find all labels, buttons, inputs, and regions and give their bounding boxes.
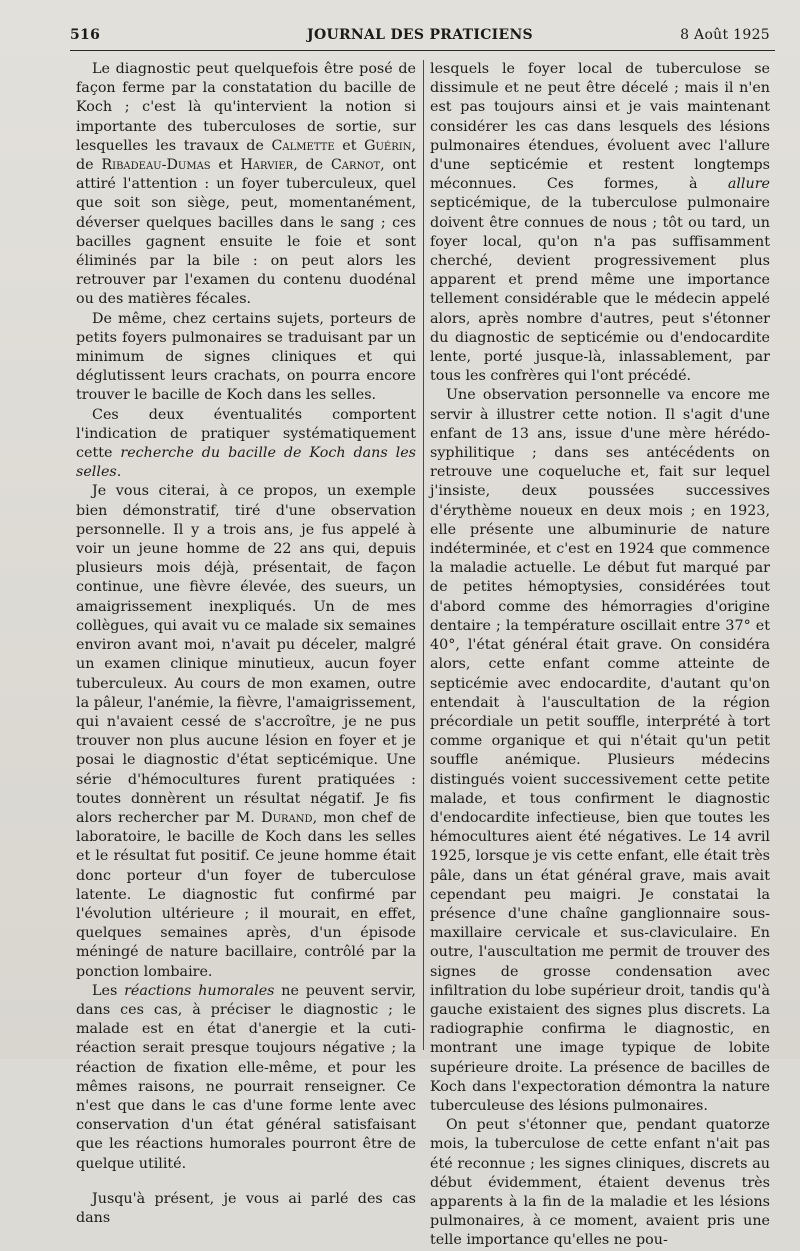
author-name: Calmette	[271, 137, 335, 154]
paragraph: Les réactions humorales ne peuvent servir, dans ces cas, à préciser le diagnostic ; le malade est en état d'anergie et la cuti-réaction serait presque toujours négative ; la réaction de fixation elle-même, et pour les mêmes raisons, ne pourrait renseigner. Ce n'est que dans le cas d'une forme lente avec conservation d'un état général satisfaisant que les réactions humorales pourront être de quelque utilité.	[76, 982, 416, 1172]
column-divider	[423, 60, 424, 1050]
paragraph: Une observation personnelle va encore me servir à illustrer cette notion. Il s'agit d'une enfant de 13 ans, issue d'une mère hérédo-syphilitique ; dans ses antécédents on retrouve une coqueluche et, fait sur lequel j'insiste, deux poussées successives d'érythème noueux en deux mois ; en 1923, elle présente une albuminurie de nature indéterminée, et c'est en 1924 que commence la maladie actuelle. Le début fut marqué par de petites hémoptysies, considérées tout d'abord comme des hémorragies d'origine dentaire ; la température oscillait entre 37° et 40°, l'état général était grave. On considéra alors, cette enfant comme atteinte de septicémie avec endocardite, d'autant qu'on entendait à l'auscultation de la région précordiale un petit souffle, interprété à tort comme organique et qui n'était qu'un petit souffle anémique. Plusieurs médecins distingués voient successivement cette petite malade, et tous confirment le diagnostic d'endocardite infectieuse, bien que toutes les hémocultures aient été négatives. Le 14 avril 1925, lorsque je vis cette enfant, elle était très pâle, dans un état général grave, mais avait cependant peu maigri. Je constatai la présence d'une chaîne ganglionnaire sous-maxillaire cervicale et sus-claviculaire. En outre, l'auscultation me permit de trouver des signes de grosse condensation avec infiltration du lobe supérieur droit, tandis qu'à gauche existaient des signes plus discrets. La radiographie confirma le diagnostic, en montrant une image typique de lobite supérieure droite. La présence de bacilles de Koch dans l'expectoration démontra la nature tuberculeuse des lésions pulmonaires.	[430, 387, 770, 1114]
author-name: Ribadeau-Dumas	[101, 157, 211, 174]
author-name: Guérin	[364, 137, 412, 154]
author-name: Harvier	[240, 157, 294, 174]
emphasis: réactions humorales	[124, 982, 275, 999]
emphasis: allure	[727, 176, 770, 193]
right-column	[430, 60, 770, 1251]
journal-title: JOURNAL DES PRATICIENS	[307, 27, 533, 43]
page-number: 516	[70, 27, 101, 43]
running-header	[70, 27, 770, 49]
paragraph: Je vous citerai, à ce propos, un exemple bien démonstratif, tiré d'une observation personnelle. Il y a trois ans, je fus appelé à voir un jeune homme de 22 ans qui, depuis plusieurs mois déjà, présentait, de façon continue, une fièvre élevée, des sueurs, un amaigrissement inexpliqués. Un de mes collègues, qui avait vu ce malade six semaines environ avant moi, n'avait pu déceler, malgré un examen clinique minutieux, aucun foyer tuberculeux. Au cours de mon examen, outre la pâleur, l'anémie, la fièvre, l'amaigrissement, qui n'avaient cessé de s'accroître, je ne pus trouver non plus aucune lésion en foyer et je posai le diagnostic d'état septicémique. Une série d'hémocultures furent pratiquées : toutes donnèrent un résultat négatif. Je fis alors rechercher par M. Durand, mon chef de laboratoire, le bacille de Koch dans les selles et le résultat fut positif. Ce jeune homme était donc porteur d'un foyer de tuberculose latente. Le diagnostic fut confirmé par l'évolution ultérieure ; il mourait, en effet, quelques semaines après, d'un épisode méningé de nature bacillaire, contrôlé par la ponction lombaire.	[76, 483, 416, 980]
paragraph: On peut s'étonner que, pendant quatorze mois, la tuberculose de cette enfant n'ait pas été reconnue ; les signes cliniques, discrets au début évidemment, étaient devenus très apparents à la fin de la maladie et les lésions pulmonaires, à ce moment, avaient pris une telle importance qu'elles ne pou-	[430, 1117, 770, 1249]
paragraph: lesquels le foyer local de tuberculose se dissimule et ne peut être décelé ; mais il n'en est pas toujours ainsi et je vais maintenant considérer les cas dans lesquels des lésions pulmonaires étendues, évoluent avec l'allure d'une septicémie et restent longtemps méconnues. Ces formes, à allure septicémique, de la tuberculose pulmonaire doivent être connues de nous ; tôt ou tard, un foyer local, qu'on n'a pas suffisamment cherché, devient progressivement plus apparent et prend même une importance tellement considérable que le médecin appelé alors, après nombre d'autres, peut s'étonner du diagnostic de septicémie ou d'endocardite lente, porté jusque-là, inlassablement, par tous les confrères qui l'ont précédé.	[430, 61, 770, 385]
paragraph: De même, chez certains sujets, porteurs de petits foyers pulmonaires se traduisant par un minimum de signes cliniques et qui déglutissent leurs crachats, on pourra encore trouver le bacille de Koch dans les selles.	[76, 310, 416, 404]
header-rule	[70, 50, 775, 51]
author-name: Carnot	[330, 157, 381, 174]
paragraph: Le diagnostic peut quelquefois être posé de façon ferme par la constatation du bacille de Koch ; c'est là qu'intervient la notion si importante des tuberculoses de sortie, sur lesquelles les travaux de Calmette et Guérin, de Ribadeau-Dumas et Harvier, de Carnot, ont attiré l'attention : un foyer tuberculeux, quel que soit son siège, peut, momentanément, déverser quelques bacilles dans le sang ; ces bacilles gagnent ensuite le foie et sont éliminés par la bile : on peut alors les retrouver par l'examen du contenu duodénal ou des matières fécales.	[76, 61, 417, 308]
paragraph: Jusqu'à présent, je vous ai parlé des cas dans	[76, 1190, 416, 1226]
paragraph: Ces deux éventualités comportent l'indication de pratiquer systématiquement cette recherche du bacille de Koch dans les selles.	[76, 406, 416, 481]
left-column	[76, 60, 416, 1228]
emphasis: recherche du bacille de Koch dans les selles	[76, 445, 416, 481]
author-name: Durand	[261, 809, 313, 826]
issue-date: 8 Août 1925	[680, 27, 770, 43]
